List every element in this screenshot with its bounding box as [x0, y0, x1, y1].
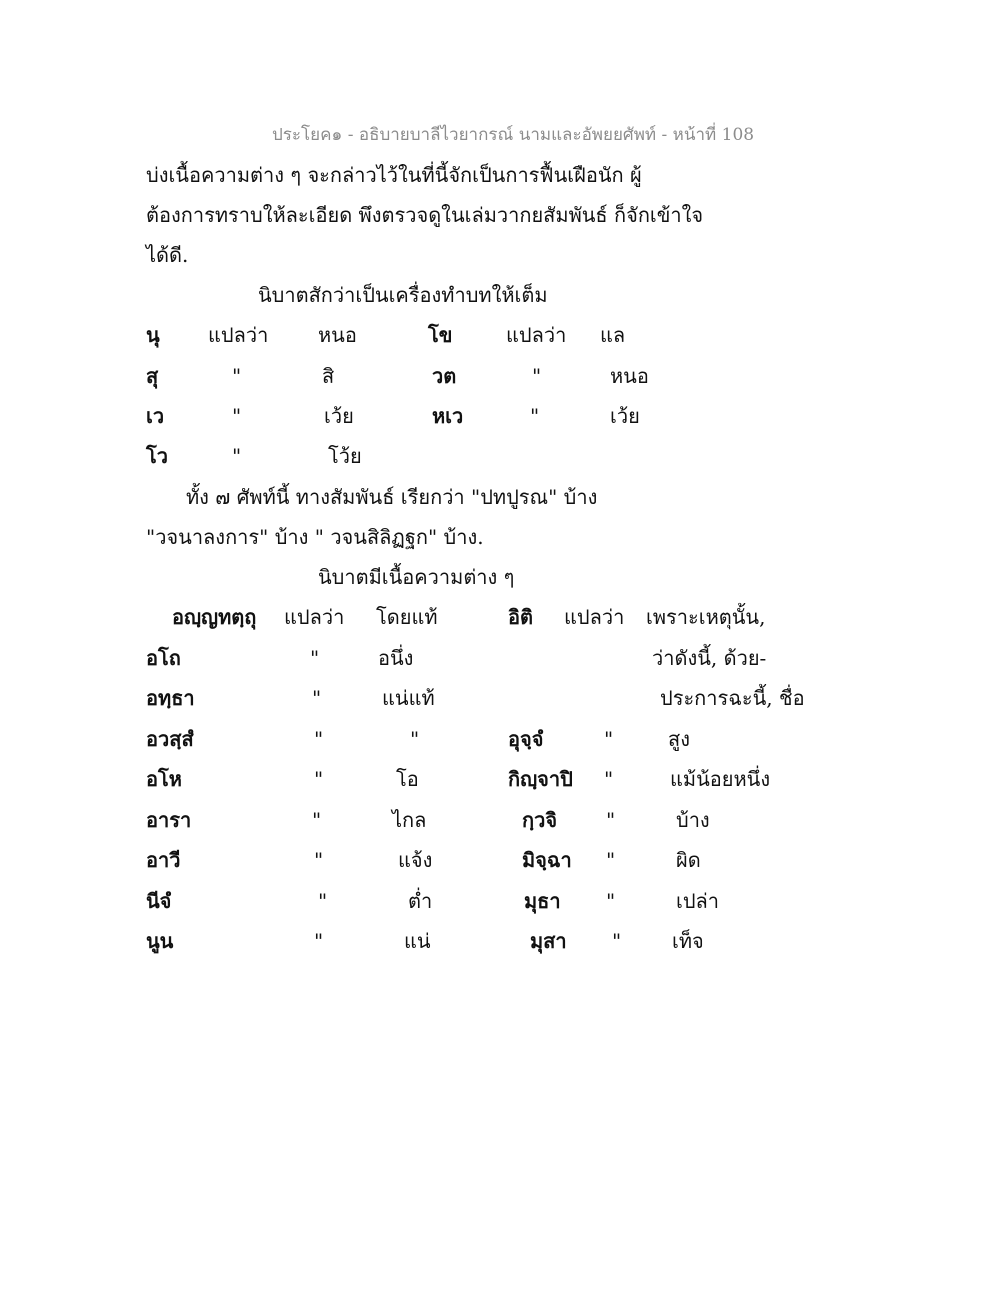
ditto-mark: " [314, 727, 324, 751]
ditto-mark: " [318, 889, 328, 913]
meaning: ประการฉะนี้, ชื่อ [660, 686, 805, 710]
page-header: ประโยค๑ - อธิบายบาลีไวยากรณ์ นามและอัพยยศัพท์ - หน้าที่ 108 [272, 125, 755, 145]
ditto-mark: " [232, 364, 242, 388]
pali-word: อุจฺจํ [508, 727, 544, 751]
ditto-mark: " [604, 767, 614, 791]
meaning: โอ [396, 767, 419, 791]
meaning: แน่แท้ [382, 686, 435, 710]
meaning: ผิด [676, 848, 701, 872]
meaning: ต่ำ [408, 889, 433, 913]
pali-word: หเว [432, 404, 464, 428]
pali-word: โว [146, 444, 168, 468]
pali-word: อวสฺสํ [146, 727, 194, 751]
pali-word: นีจํ [146, 889, 172, 913]
ditto-mark: " [314, 848, 324, 872]
pali-word: เว [146, 404, 165, 428]
pali-word: วต [432, 364, 457, 388]
note-line: ทั้ง ๗ ศัพท์นี้ ทางสัมพันธ์ เรียกว่า "ปทปูรณ" บ้าง [186, 485, 598, 509]
meaning: แน่ [404, 929, 431, 953]
pali-word: นูน [146, 929, 174, 953]
ditto-mark: " [532, 364, 542, 388]
pali-word: อโห [146, 767, 182, 791]
meaning: อนึ่ง [378, 646, 414, 670]
ditto-mark: " [312, 808, 322, 832]
meaning: เว้ย [324, 404, 354, 428]
pali-word: มิจฺฉา [522, 848, 572, 872]
pali-word: โข [428, 323, 453, 347]
meaning: เท็จ [672, 929, 704, 953]
meaning: หนอ [610, 364, 649, 388]
translation-marker: แปลว่า [564, 605, 625, 629]
pali-word: อโถ [146, 646, 181, 670]
pali-word: สุ [146, 364, 159, 388]
meaning: เปล่า [676, 889, 720, 913]
ditto-mark: " [410, 727, 420, 751]
note-line: "วจนาลงการ" บ้าง " วจนสิลิฏฐก" บ้าง. [146, 525, 484, 549]
ditto-mark: " [232, 444, 242, 468]
ditto-mark: " [604, 727, 614, 751]
pali-word: อาวี [146, 848, 181, 872]
meaning: ไกล [392, 808, 427, 832]
paragraph-line: บ่งเนื้อความต่าง ๆ จะกล่าวไว้ในที่นี้จักเป็นการฟื้นเฝือนัก ผู้ [146, 163, 642, 187]
ditto-mark: " [530, 404, 540, 428]
ditto-mark: " [606, 848, 616, 872]
ditto-mark: " [612, 929, 622, 953]
paragraph-line: ต้องการทราบให้ละเอียด พึงตรวจดูในเล่มวากยสัมพันธ์ ก็จักเข้าใจ [146, 203, 704, 227]
meaning: โดยแท้ [376, 605, 438, 629]
meaning: ว่าดังนี้, ด้วย- [652, 646, 767, 670]
translation-marker: แปลว่า [506, 323, 567, 347]
meaning: แม้น้อยหนึ่ง [670, 767, 771, 791]
pali-word: กิญฺจาปิ [508, 767, 573, 791]
translation-marker: แปลว่า [208, 323, 269, 347]
pali-word: อทฺธา [146, 686, 195, 710]
ditto-mark: " [232, 404, 242, 428]
meaning: สูง [668, 727, 690, 751]
meaning: เพราะเหตุนั้น, [646, 605, 766, 629]
pali-word: อารา [146, 808, 192, 832]
ditto-mark: " [606, 889, 616, 913]
ditto-mark: " [310, 646, 320, 670]
pali-word: อิติ [508, 605, 533, 629]
ditto-mark: " [312, 686, 322, 710]
meaning: บ้าง [676, 808, 710, 832]
meaning: เว้ย [610, 404, 640, 428]
translation-marker: แปลว่า [284, 605, 345, 629]
section-title: นิบาตมีเนื้อความต่าง ๆ [318, 565, 515, 589]
section-title: นิบาตสักว่าเป็นเครื่องทำบทให้เต็ม [258, 283, 548, 307]
pali-word: อญฺญทตฺถุ [172, 605, 257, 629]
pali-word: มุธา [524, 889, 561, 913]
meaning: หนอ [318, 323, 357, 347]
paragraph-line: ได้ดี. [146, 243, 189, 267]
ditto-mark: " [314, 767, 324, 791]
pali-word: กฺวจิ [522, 808, 558, 832]
ditto-mark: " [606, 808, 616, 832]
pali-word: มุสา [530, 929, 567, 953]
meaning: แจ้ง [398, 848, 433, 872]
pali-word: นุ [146, 323, 160, 347]
meaning: สิ [322, 364, 335, 388]
meaning: โว้ย [328, 444, 362, 468]
ditto-mark: " [314, 929, 324, 953]
meaning: แล [600, 323, 626, 347]
